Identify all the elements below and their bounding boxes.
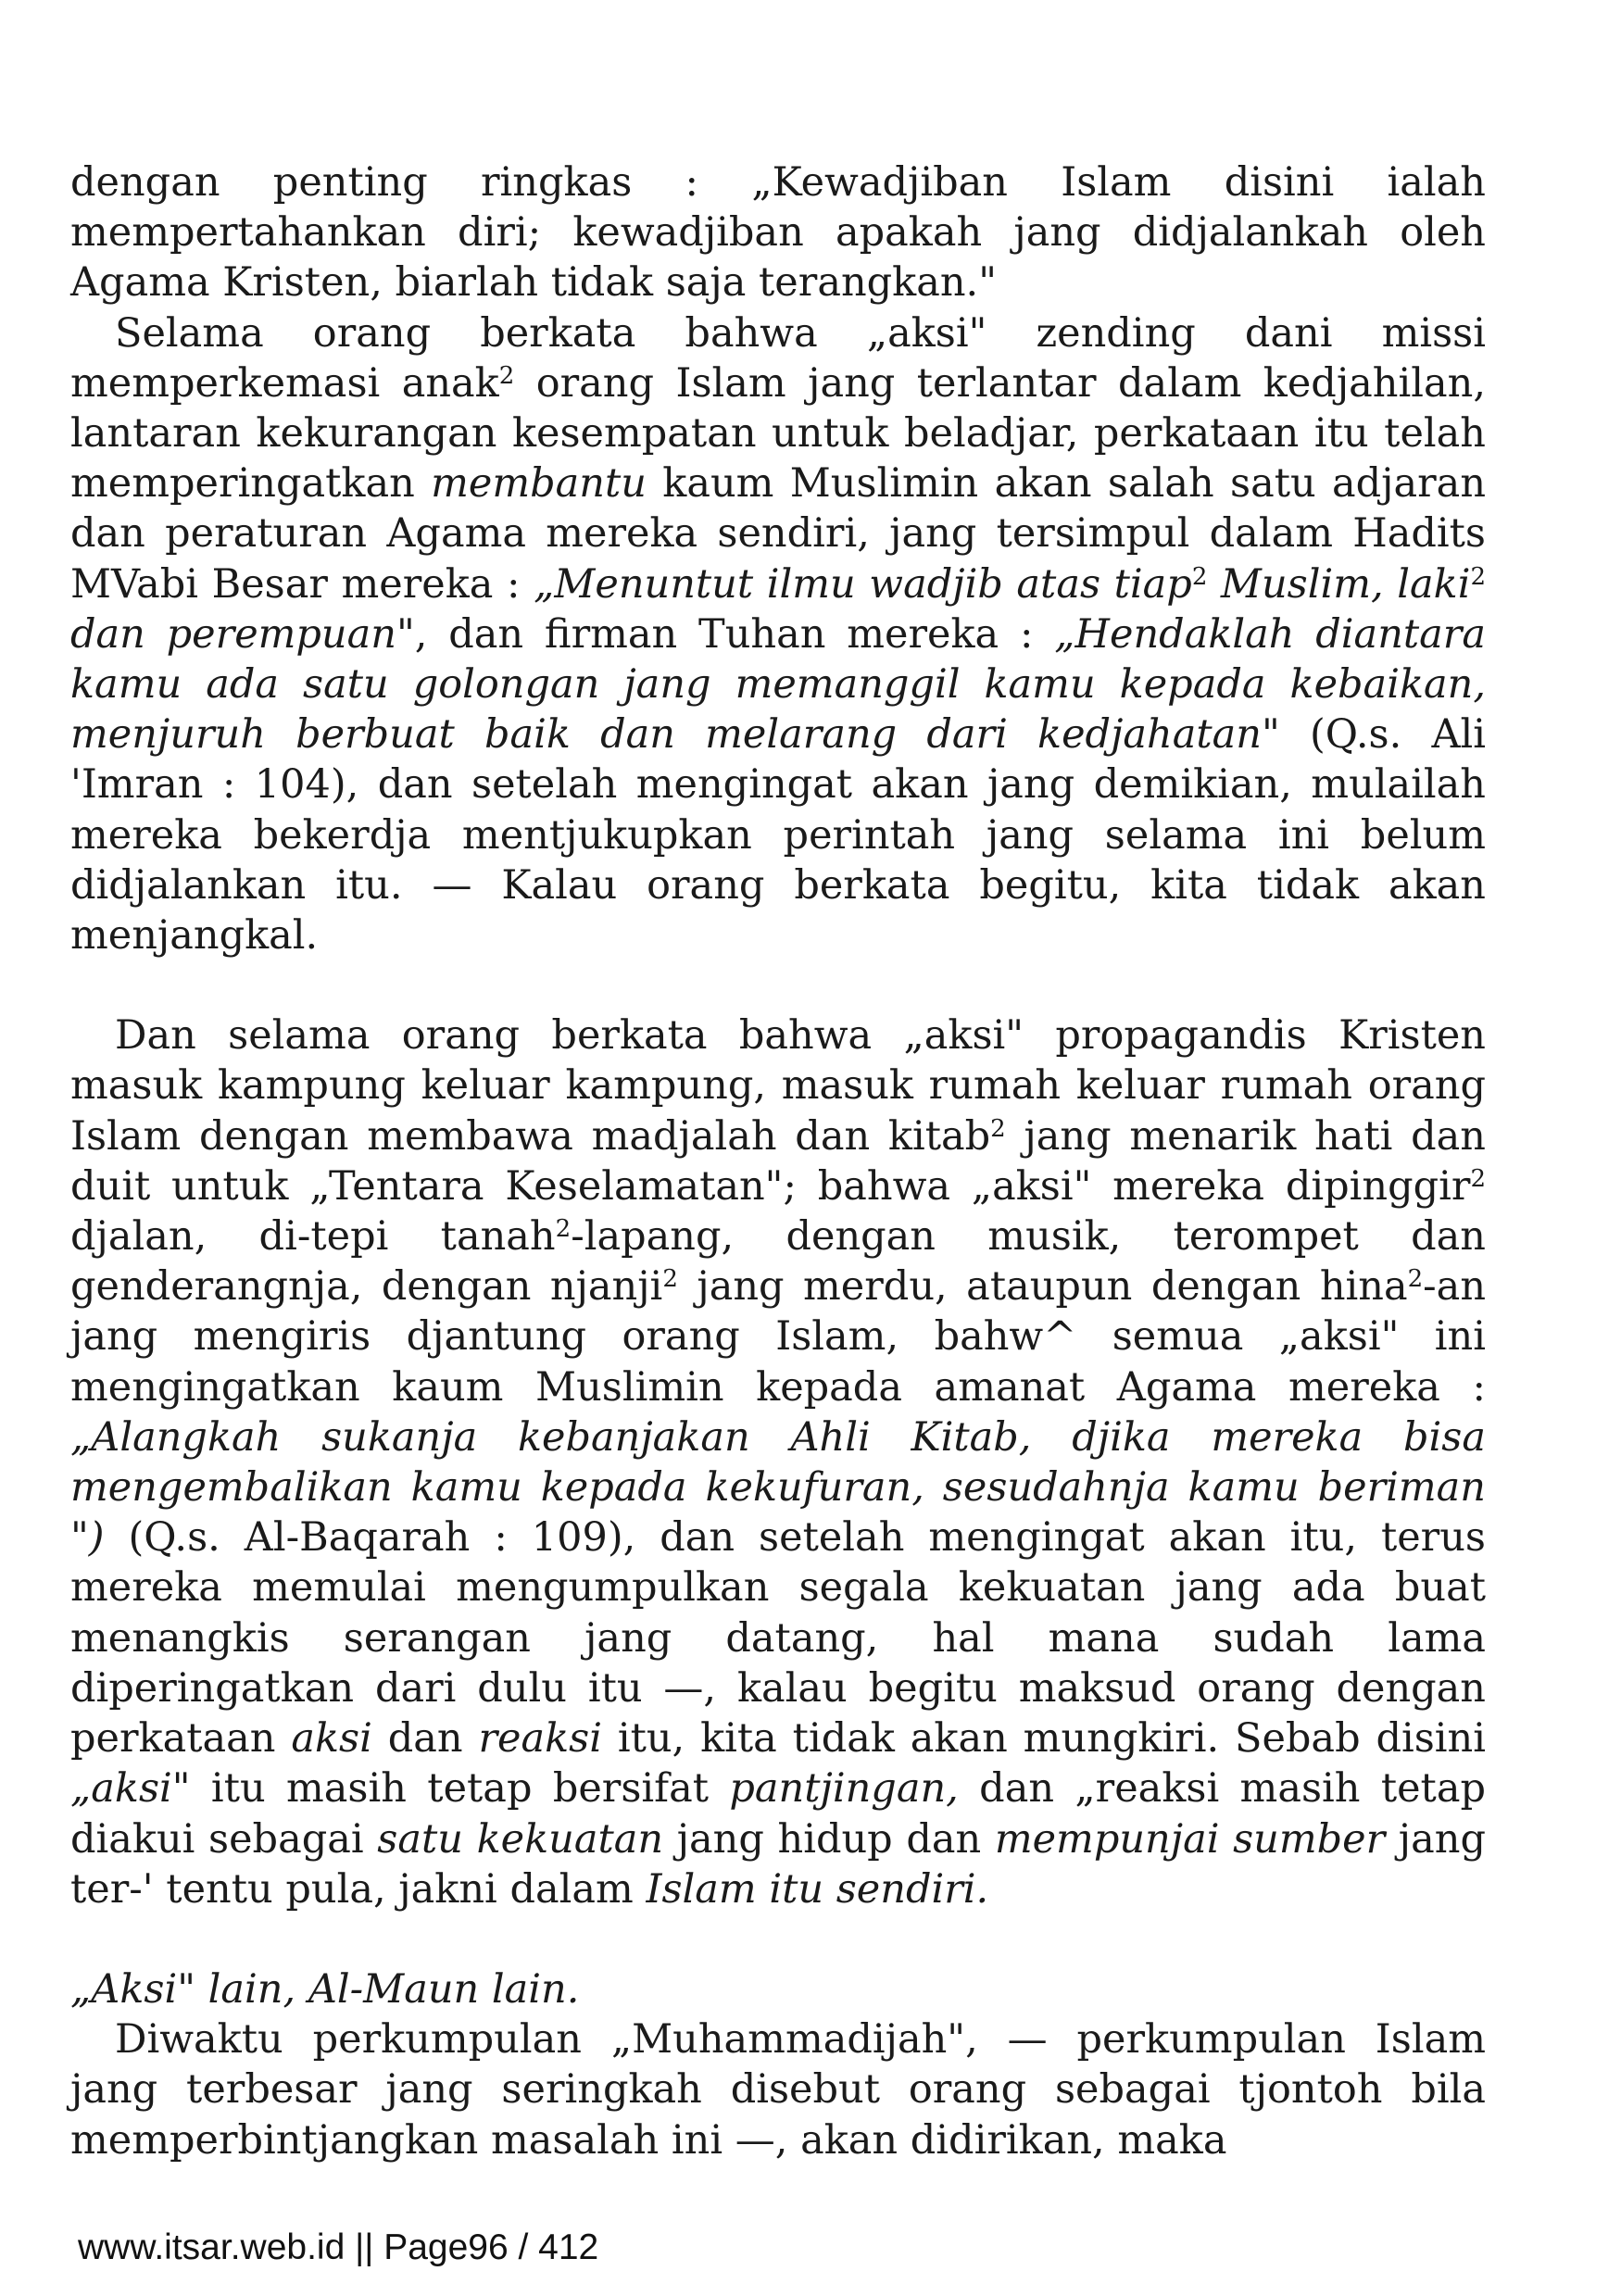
italic-text: satu kekuatan: [377, 1815, 664, 1863]
italic-text: Islam itu sendiri.: [646, 1865, 989, 1913]
italic-text: membantu: [431, 460, 647, 508]
text: -an jang mengiris djantung orang Islam, bahw^ semua „aksi" ini mengingatkan kaum Muslimin kepada amanat Agama mereka :: [70, 1263, 1487, 1411]
italic-text: Muslim, laki: [1207, 560, 1471, 608]
text: itu masih tetap bersifat: [190, 1765, 730, 1813]
paragraph-3: [70, 1010, 1486, 1914]
italic-text: mempunjai sumber: [994, 1815, 1386, 1863]
document-body: [70, 157, 1486, 2165]
page-footer: www.itsar.web.id || Page96 / 412: [78, 2227, 599, 2267]
italic-text: „Alangkah sukanja kebanjakan Ahli Kitab, djika mereka bisa mengembalikan kamu kepada kekufuran, sesudahnja kamu beriman "): [70, 1413, 1486, 1562]
italic-text: „aksi": [70, 1765, 191, 1813]
text: dan: [371, 1715, 479, 1763]
text: djalan, di-tepi tanah: [70, 1213, 556, 1261]
text: jang ter-' tentu pula, jakni dalam: [70, 1815, 1486, 1913]
text: Diwaktu perkumpulan „Muhammadijah", — perkumpulan Islam jang terbesar jang seringkah disebut orang sebagai tjontoh bila memperbintjangkan masalah ini —, akan didirikan, maka: [70, 2016, 1486, 2164]
text: (Q.s. Ali 'Imran : 104), dan setelah mengingat akan jang demikian, mulailah mereka bekerdja mentjukupkan perintah jang selama ini belum didjalankan itu. — Kalau orang berkata begitu, kita tidak akan menjangkal.: [70, 711, 1487, 960]
italic-text: dan perempuan": [70, 610, 415, 658]
italic-text: aksi: [291, 1715, 372, 1763]
text: dan „reaksi masih tetap diakui sebagai: [70, 1765, 1486, 1863]
text: (Q.s. Al-Baqarah : 109), dan setelah mengingat akan itu, terus mereka memulai mengumpulkan segala kekuatan jang ada buat menangkis serangan jang datang, hal mana sudah lama diperingatkan dari dulu itu —, kalau begitu maksud orang dengan perkataan: [70, 1514, 1486, 1763]
superscript: 2: [662, 1265, 678, 1294]
italic-text: „Hendaklah diantara kamu ada satu golongan jang memanggil kamu kepada kebaikan, menjuruh berbuat baik dan melarang dari kedjahatan": [70, 610, 1486, 759]
paragraph-1: [70, 157, 1486, 308]
section-heading: „Aksi" lain, Al-Maun lain.: [70, 1965, 580, 2013]
text: jang merdu, ataupun dengan hina: [677, 1263, 1408, 1311]
paragraph-4: [70, 2014, 1486, 2165]
superscript: 2: [1470, 562, 1486, 591]
text: Dan selama orang berkata bahwa „aksi" propagandis Kristen masuk kampung keluar kampung, masuk rumah keluar rumah orang Islam dengan membawa madjalah dan kitab: [70, 1012, 1486, 1160]
superscript: 2: [1470, 1164, 1486, 1193]
italic-text: reaksi: [478, 1715, 602, 1763]
superscript: 2: [1407, 1265, 1424, 1294]
superscript: 2: [498, 361, 515, 390]
text: orang Islam jang terlantar dalam kedjahilan, lantaran kekurangan kesempatan untuk beladjar, perkataan itu telah memperingatkan: [70, 359, 1486, 508]
superscript: 2: [1191, 562, 1208, 591]
paragraph-2: [70, 308, 1486, 961]
text: dengan penting ringkas : „Kewadjiban Islam disini ialah mempertahankan diri; kewadjiban apakah jang didjalankah oleh Agama Kristen, biarlah tidak saja terangkan.": [70, 159, 1486, 307]
text: jang hidup dan: [663, 1815, 995, 1863]
text: Selama orang berkata bahwa „aksi" zending dani missi memperkemasi anak: [70, 309, 1486, 407]
text: itu, kita tidak akan mungkiri. Sebab disini: [601, 1715, 1487, 1763]
text: , dan firman Tuhan mereka :: [414, 610, 1055, 658]
superscript: 2: [555, 1215, 572, 1244]
italic-text: pantjingan,: [729, 1765, 959, 1813]
superscript: 2: [990, 1114, 1006, 1143]
text: kaum Muslimin akan salah satu adjaran dan peraturan Agama mereka sendiri, jang tersimpul dalam Hadits MVabi Besar mereka :: [70, 460, 1487, 608]
text: jang menarik hati dan duit untuk „Tentara Keselamatan"; bahwa „aksi" mereka dipinggir: [70, 1112, 1486, 1210]
text: -lapang, dengan musik, terompet dan genderangnja, dengan njanji: [70, 1213, 1487, 1311]
italic-text: „Menuntut ilmu wadjib atas tiap: [534, 560, 1192, 608]
